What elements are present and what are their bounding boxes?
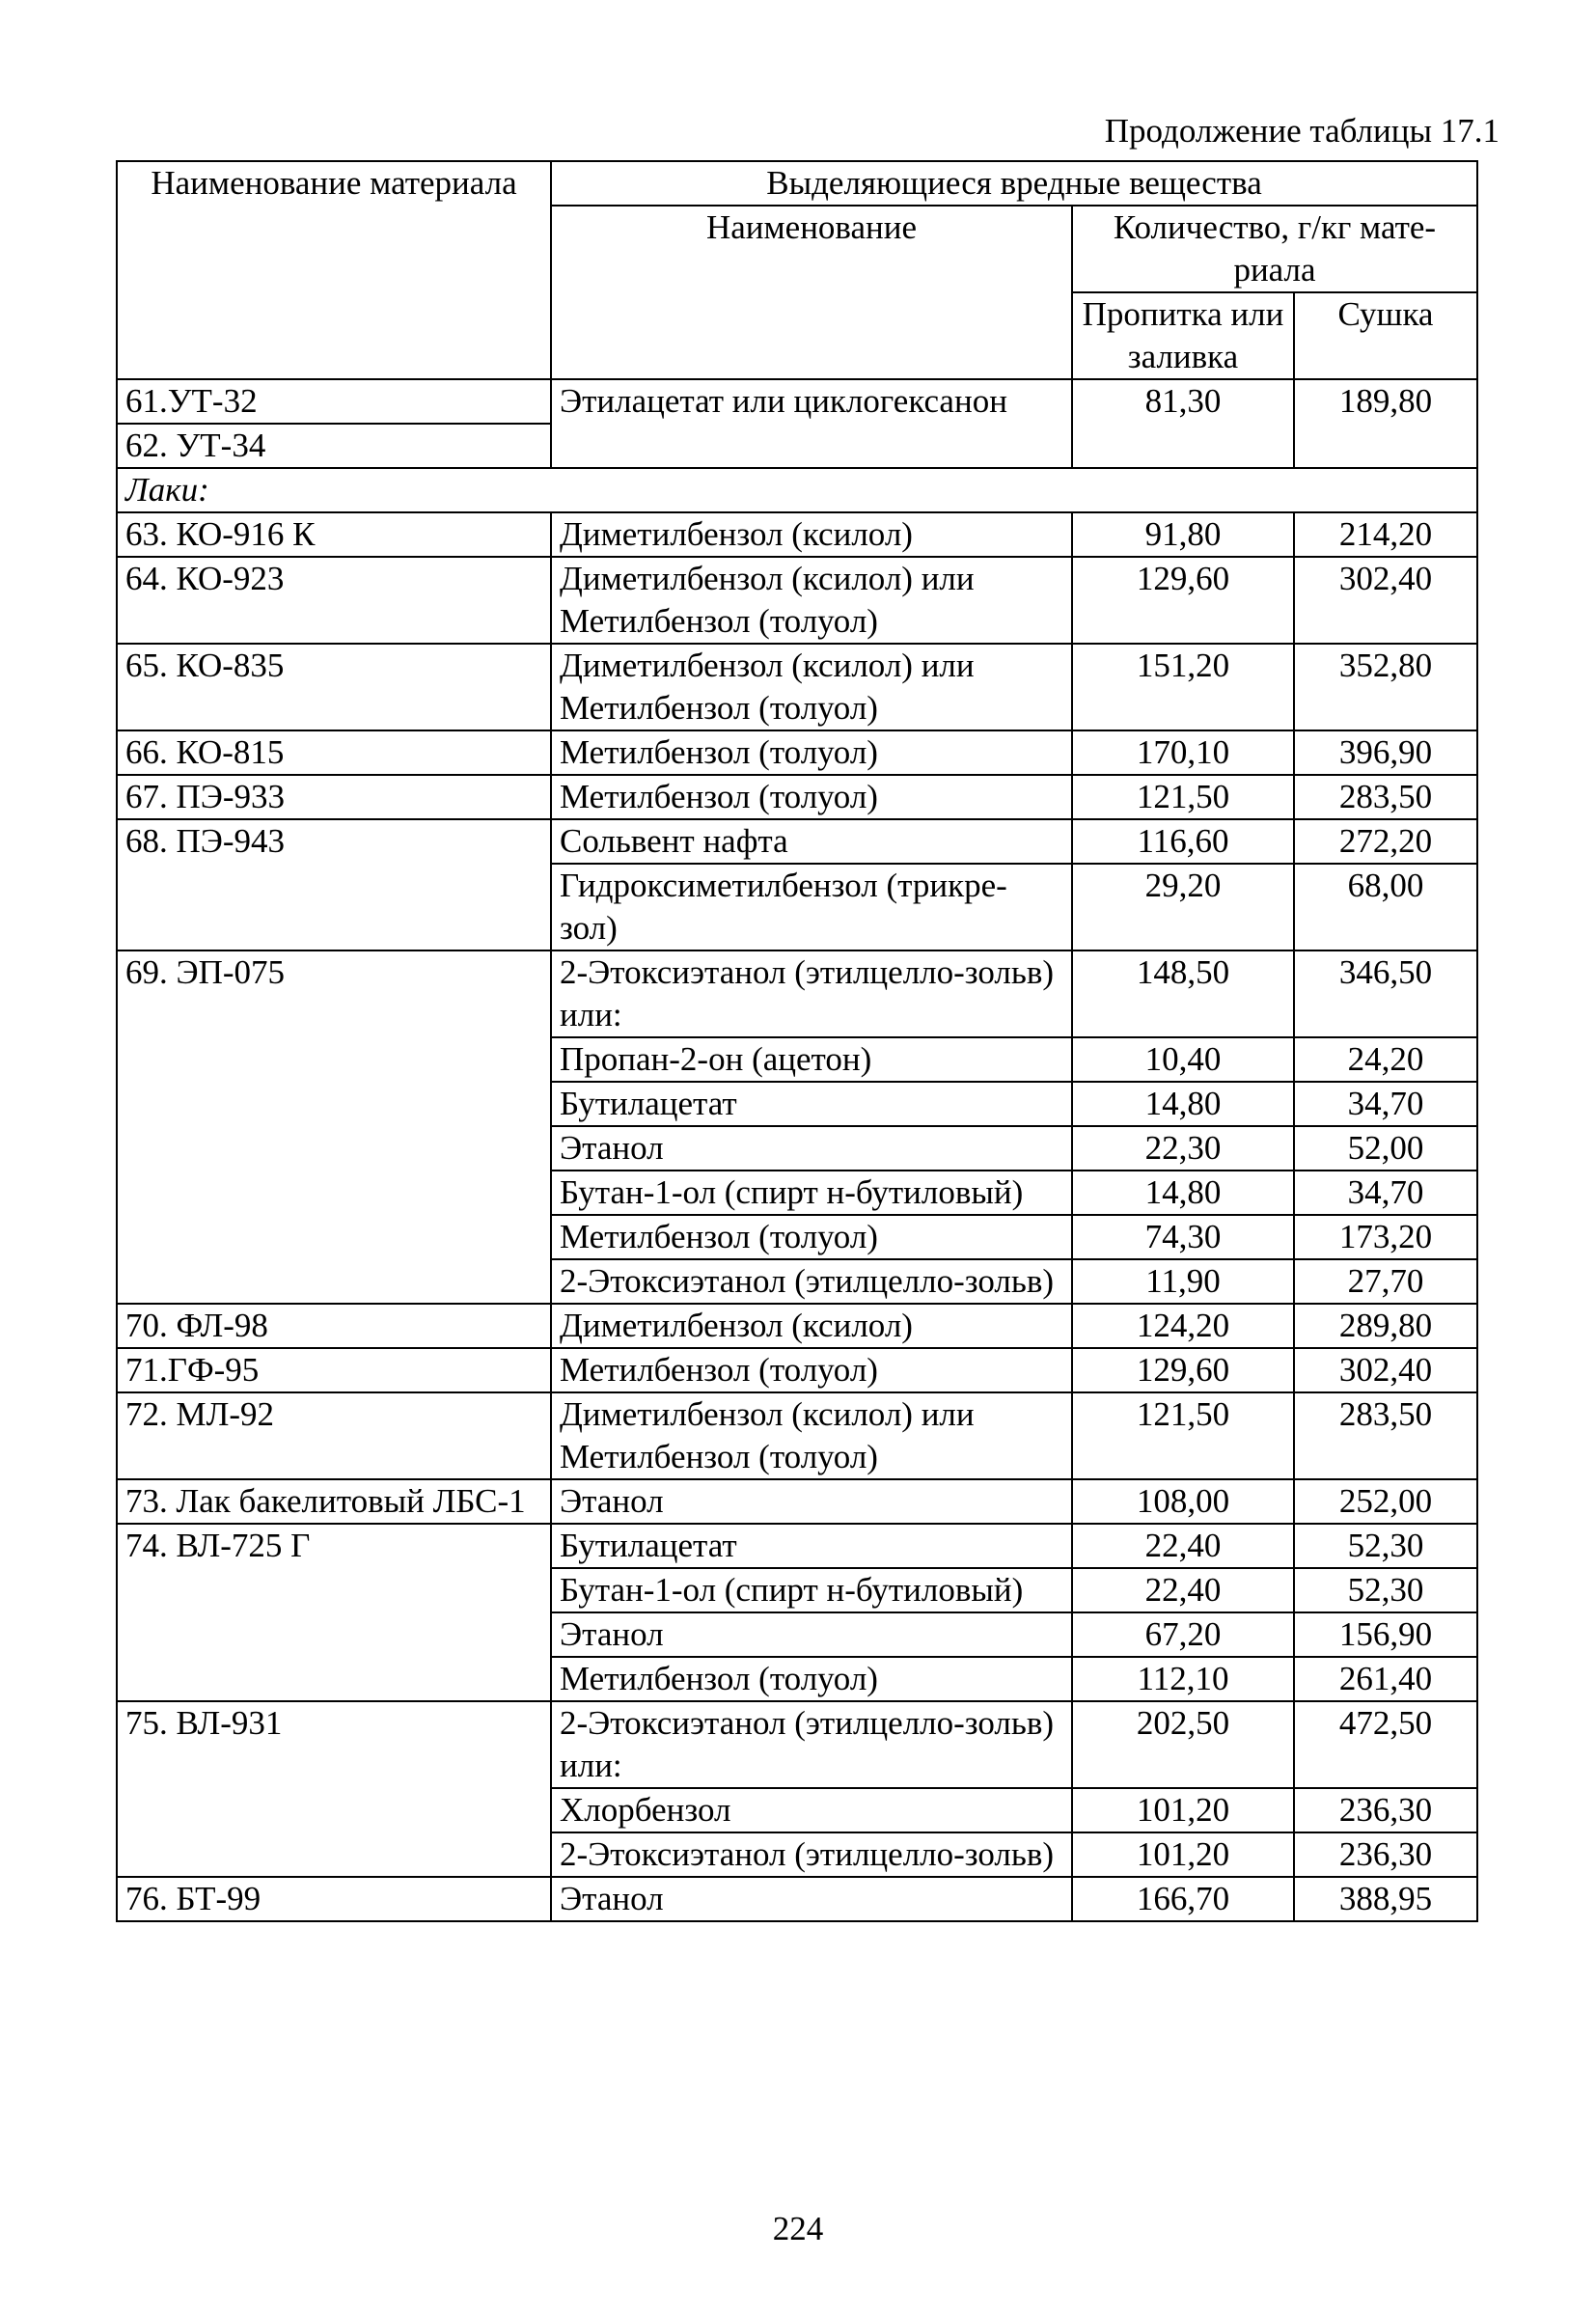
impregnation-value: 112,10 [1072,1657,1294,1701]
substance-name: Метилбензол (толуол) [551,775,1072,819]
impregnation-value: 170,10 [1072,730,1294,775]
drying-value: 34,70 [1294,1171,1477,1215]
impregnation-value: 121,50 [1072,1392,1294,1479]
substance-name: Этанол [551,1612,1072,1657]
drying-value: 283,50 [1294,1392,1477,1479]
table-row [117,775,1477,819]
table-row [117,557,1477,644]
impregnation-value: 22,40 [1072,1524,1294,1568]
drying-value: 272,20 [1294,819,1477,864]
impregnation-value: 101,20 [1072,1788,1294,1832]
impregnation-value: 166,70 [1072,1877,1294,1921]
drying-value: 27,70 [1294,1259,1477,1304]
substance-name: Этанол [551,1126,1072,1171]
material-name: 74. ВЛ-725 Г [117,1524,551,1701]
impregnation-value: 129,60 [1072,1348,1294,1392]
substance-name: Диметилбензол (ксилол) или Метилбензол (толуол) [551,557,1072,644]
table-row [117,950,1477,1037]
drying-value: 173,20 [1294,1215,1477,1259]
drying-value: 52,30 [1294,1568,1477,1612]
drying-value: 24,20 [1294,1037,1477,1082]
substance-name: Метилбензол (толуол) [551,1348,1072,1392]
table-body [117,379,1477,1921]
substance-name: Метилбензол (толуол) [551,730,1072,775]
material-name: 67. ПЭ-933 [117,775,551,819]
substance-name: Бутилацетат [551,1082,1072,1126]
table-row [117,512,1477,557]
header-quantity: Количество, г/кг мате-риала [1072,206,1477,292]
drying-value: 346,50 [1294,950,1477,1037]
impregnation-value: 121,50 [1072,775,1294,819]
material-name: 70. ФЛ-98 [117,1304,551,1348]
material-name: 65. КО-835 [117,644,551,730]
drying-value: 302,40 [1294,557,1477,644]
material-name: 73. Лак бакелитовый ЛБС-1 [117,1479,551,1524]
substance-name: Этилацетат или циклогексанон [551,379,1072,468]
substance-name: Пропан-2-он (ацетон) [551,1037,1072,1082]
drying-value: 236,30 [1294,1788,1477,1832]
substance-name: Бутан-1-ол (спирт н-бутиловый) [551,1171,1072,1215]
impregnation-value: 81,30 [1072,379,1294,468]
drying-value: 261,40 [1294,1657,1477,1701]
drying-value: 252,00 [1294,1479,1477,1524]
impregnation-value: 74,30 [1072,1215,1294,1259]
material-name: 63. КО-916 К [117,512,551,557]
drying-value: 34,70 [1294,1082,1477,1126]
substance-name: Диметилбензол (ксилол) [551,512,1072,557]
impregnation-value: 11,90 [1072,1259,1294,1304]
impregnation-value: 22,30 [1072,1126,1294,1171]
impregnation-value: 22,40 [1072,1568,1294,1612]
page-number: 224 [772,2210,824,2247]
drying-value: 396,90 [1294,730,1477,775]
material-name: 71.ГФ-95 [117,1348,551,1392]
impregnation-value: 10,40 [1072,1037,1294,1082]
header-impregnation: Пропитка или заливка [1072,292,1294,379]
drying-value: 189,80 [1294,379,1477,468]
section-label: Лаки: [117,468,1477,512]
substance-name: Диметилбензол (ксилол) или Метилбензол (толуол) [551,644,1072,730]
impregnation-value: 14,80 [1072,1082,1294,1126]
impregnation-value: 14,80 [1072,1171,1294,1215]
table-row [117,1701,1477,1788]
drying-value: 214,20 [1294,512,1477,557]
table-row [117,730,1477,775]
drying-value: 68,00 [1294,864,1477,950]
table-row [117,1304,1477,1348]
drying-value: 388,95 [1294,1877,1477,1921]
table-row [117,819,1477,864]
drying-value: 302,40 [1294,1348,1477,1392]
substance-name: Этанол [551,1877,1072,1921]
emissions-table [116,160,1478,1922]
impregnation-value: 124,20 [1072,1304,1294,1348]
substance-name: Диметилбензол (ксилол) или Метилбензол (толуол) [551,1392,1072,1479]
impregnation-value: 148,50 [1072,950,1294,1037]
drying-value: 472,50 [1294,1701,1477,1788]
header-substance-name: Наименование [551,206,1072,379]
impregnation-value: 151,20 [1072,644,1294,730]
material-name: 62. УТ-34 [117,424,551,468]
substance-name: Метилбензол (толуол) [551,1657,1072,1701]
table-header [117,161,1477,379]
substance-name: Сольвент нафта [551,819,1072,864]
material-name: 75. ВЛ-931 [117,1701,551,1877]
substance-name: 2-Этоксиэтанол (этилцелло-зольв) [551,1832,1072,1877]
drying-value: 352,80 [1294,644,1477,730]
drying-value: 289,80 [1294,1304,1477,1348]
substance-name: 2-Этоксиэтанол (этилцелло-зольв) или: [551,950,1072,1037]
impregnation-value: 116,60 [1072,819,1294,864]
substance-name: Диметилбензол (ксилол) [551,1304,1072,1348]
substance-name: Метилбензол (толуол) [551,1215,1072,1259]
table-row [117,644,1477,730]
material-name: 68. ПЭ-943 [117,819,551,950]
impregnation-value: 101,20 [1072,1832,1294,1877]
header-material-name: Наименование материала [117,161,551,379]
substance-name: Хлорбензол [551,1788,1072,1832]
drying-value: 156,90 [1294,1612,1477,1657]
section-row [117,468,1477,512]
substance-name: 2-Этоксиэтанол (этилцелло-зольв) или: [551,1701,1072,1788]
impregnation-value: 67,20 [1072,1612,1294,1657]
impregnation-value: 108,00 [1072,1479,1294,1524]
drying-value: 52,00 [1294,1126,1477,1171]
substance-name: 2-Этоксиэтанол (этилцелло-зольв) [551,1259,1072,1304]
table-continuation-label: Продолжение таблицы 17.1 [1104,112,1500,150]
drying-value: 52,30 [1294,1524,1477,1568]
impregnation-value: 29,20 [1072,864,1294,950]
header-drying: Сушка [1294,292,1477,379]
material-name: 72. МЛ-92 [117,1392,551,1479]
material-name: 76. БТ-99 [117,1877,551,1921]
drying-value: 283,50 [1294,775,1477,819]
table-row [117,1479,1477,1524]
material-name: 66. КО-815 [117,730,551,775]
material-name: 61.УТ-32 [117,379,551,424]
substance-name: Бутан-1-ол (спирт н-бутиловый) [551,1568,1072,1612]
table-row [117,1877,1477,1921]
table-row [117,1348,1477,1392]
substance-name: Гидроксиметилбензол (трикре-зол) [551,864,1072,950]
impregnation-value: 202,50 [1072,1701,1294,1788]
table-row [117,379,1477,424]
drying-value: 236,30 [1294,1832,1477,1877]
material-name: 64. КО-923 [117,557,551,644]
impregnation-value: 129,60 [1072,557,1294,644]
material-name: 69. ЭП-075 [117,950,551,1304]
table-row [117,1524,1477,1568]
impregnation-value: 91,80 [1072,512,1294,557]
table-row [117,1392,1477,1479]
substance-name: Этанол [551,1479,1072,1524]
substance-name: Бутилацетат [551,1524,1072,1568]
header-emitted-substances: Выделяющиеся вредные вещества [551,161,1477,206]
